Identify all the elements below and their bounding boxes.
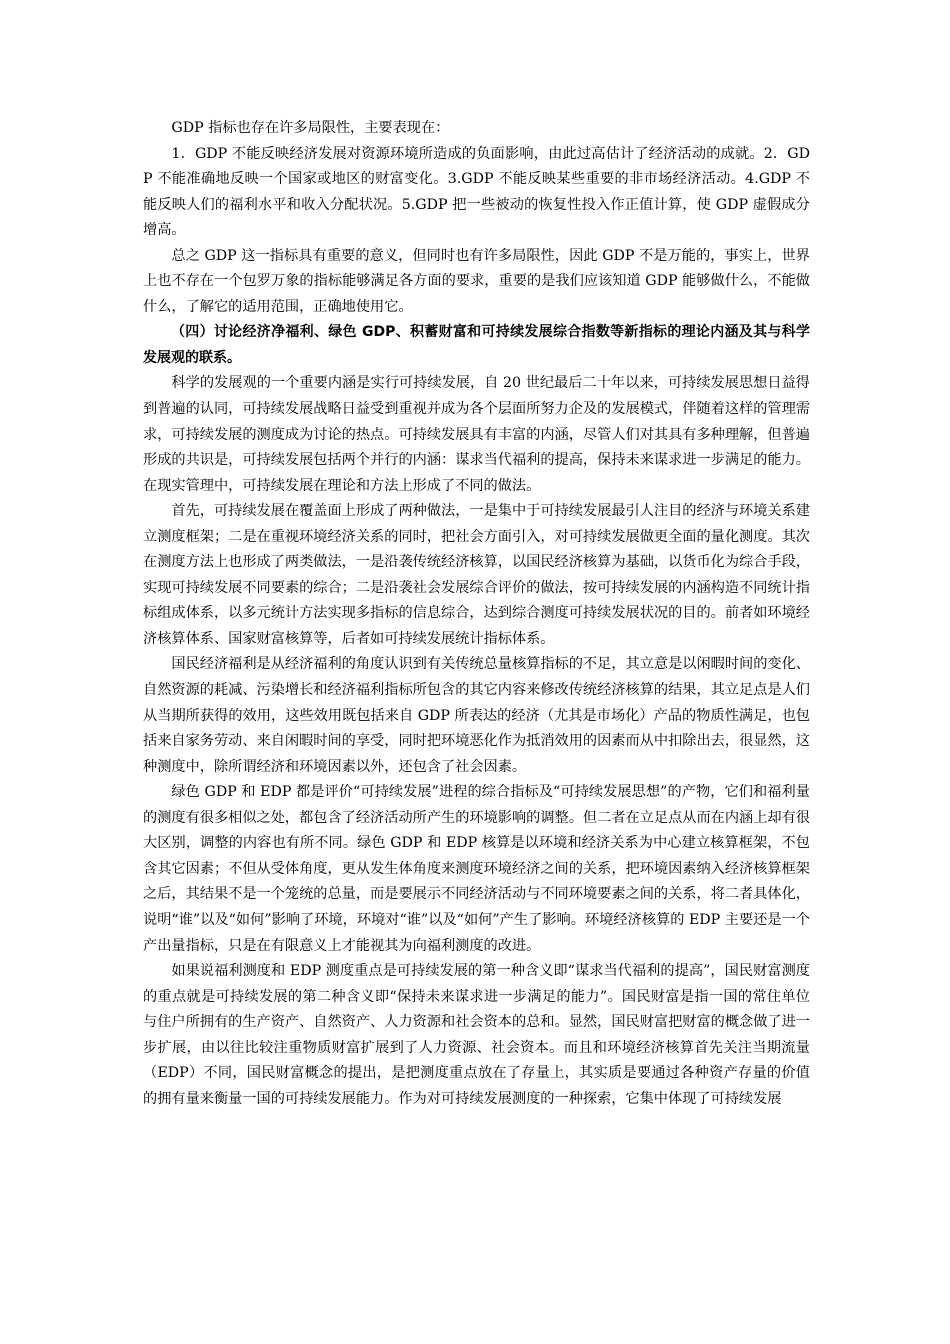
paragraph-green-gdp-edp: 绿色 GDP 和 EDP 都是评价“可持续发展”进程的综合指标及“可持续发展思想”的产物，它们和福利量的测度有很多相似之处，都包含了经济活动所产生的环境影响的调整。但二者在立足点从而在内涵上却有很大区别，调整的内容也有所不同。绿色 GDP 和 EDP 核算是以环境和经济关系为中心建立核算框架，不包含其它因素；不但从受体角度，更从发生体角度来测度环境经济之间的关系，把环境因素纳入经济核算框架之后，其结果不是一个笼统的总量，而是要展示不同经济活动与不同环境要素之间的关系，将二者具体化，说明“谁”以及“如何”影响了环境，环境对“谁”以及“如何”产生了影响。环境经济核算的 EDP 主要还是一个产出量指标，只是在有限意义上才能视其为向福利测度的改进。 <box>143 784 810 954</box>
document-page <box>143 116 810 1112</box>
paragraph-national-economic-welfare: 国民经济福利是从经济福利的角度认识到有关传统总量核算指标的不足，其立意是以闲暇时间的变化、自然资源的耗减、污染增长和经济福利指标所包含的其它内容来修改传统经济核算的结果，其立足点是人们从当期所获得的效用，这些效用既包括来自 GDP 所表达的经济（尤其是市场化）产品的物质性满足，也包括来自家务劳动、来自闲暇时间的享受，同时把环境恶化作为抵消效用的因素而从中扣除出去，很显然，这种测度中，除所谓经济和环境因素以外，还包含了社会因素。 <box>143 656 810 775</box>
paragraph-scientific-development: 科学的发展观的一个重要内涵是实行可持续发展，自 20 世纪最后二十年以来，可持续发展思想日益得到普遍的认同，可持续发展战略日益受到重视并成为各个层面所努力企及的发展模式，伴随着这样的管理需求，可持续发展的测度成为讨论的热点。可持续发展具有丰富的内涵，尽管人们对其具有多种理解，但普遍形成的共识是，可持续发展包括两个并行的内涵：谋求当代福利的提高，保持未来谋求进一步满足的能力。在现实管理中，可持续发展在理论和方法上形成了不同的做法。 <box>143 375 810 494</box>
paragraph-gdp-limitations-list: 1．GDP 不能反映经济发展对资源环境所造成的负面影响，由此过高估计了经济活动的成就。2．GDP 不能准确地反映一个国家或地区的财富变化。3.GDP 不能反映某些重要的非市场经济活动。4.GDP 不能反映人们的福利水平和收入分配状况。5.GDP 把一些被动的恢复性投入作正值计算，使 GDP 虚假成分增高。 <box>143 145 810 239</box>
paragraph-measurement-approaches: 首先，可持续发展在覆盖面上形成了两种做法，一是集中于可持续发展最引人注目的经济与环境关系建立测度框架；二是在重视环境经济关系的同时，把社会方面引入，对可持续发展做更全面的量化测度。其次在测度方法上也形成了两类做法，一是沿袭传统经济核算，以国民经济核算为基础，以货币化为综合手段，实现可持续发展不同要素的综合；二是沿袭社会发展综合评价的做法，按可持续发展的内涵构造不同统计指标组成体系，以多元统计方法实现多指标的信息综合，达到综合测度可持续发展状况的目的。前者如环境经济核算体系、国家财富核算等，后者如可持续发展统计指标体系。 <box>143 503 810 647</box>
paragraph-national-wealth: 如果说福利测度和 EDP 测度重点是可持续发展的第一种含义即“谋求当代福利的提高”，国民财富测度的重点就是可持续发展的第二种含义即“保持未来谋求进一步满足的能力”。国民财富是指一国的常住单位与住户所拥有的生产资产、自然资产、人力资源和社会资本的总和。显然，国民财富把财富的概念做了进一步扩展，由以往比较注重物质财富扩展到了人力资源、社会资本。而且和环境经济核算首先关注当期流量（EDP）不同，国民财富概念的提出，是把测度重点放在了存量上，其实质是要通过各种资产存量的价值的拥有量来衡量一国的可持续发展能力。作为对可持续发展测度的一种探索，它集中体现了可持续发展 <box>143 963 810 1107</box>
paragraph-gdp-limitations-intro: GDP 指标也存在许多局限性，主要表现在： <box>171 120 450 136</box>
paragraph-gdp-summary: 总之 GDP 这一指标具有重要的意义，但同时也有许多局限性，因此 GDP 不是万能的，事实上，世界上也不存在一个包罗万象的指标能够满足各方面的要求，重要的是我们应该知道 GDP 能够做什么，不能做什么，了解它的适用范围，正确地使用它。 <box>143 247 810 315</box>
section-heading-four: （四）讨论经济净福利、绿色 GDP、积蓄财富和可持续发展综合指数等新指标的理论内涵及其与科学发展观的联系。 <box>143 324 810 366</box>
